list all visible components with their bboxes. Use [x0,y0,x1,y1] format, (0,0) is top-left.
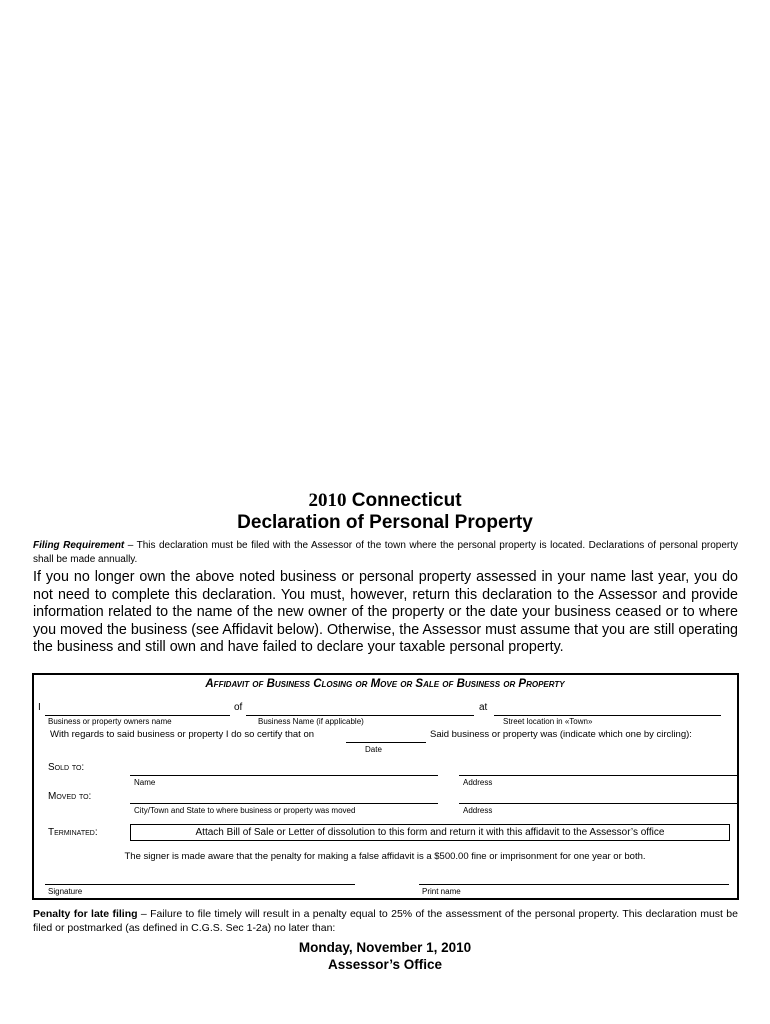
owner-name-caption: Business or property owners name [48,717,172,726]
title-state: Connecticut [351,490,462,511]
business-name-caption: Business Name (if applicable) [258,717,364,726]
filing-requirement-text: – This declaration must be filed with the Assessor of the town where the personal property is located. Declarations of personal property shall be made annually. [33,540,739,565]
buyer-name-caption: Name [134,778,156,787]
moved-to-label[interactable]: Moved to: [48,791,92,802]
moved-address-field[interactable] [459,803,739,804]
sold-to-label[interactable]: Sold to: [48,762,85,773]
print-name-caption: Print name [422,887,461,896]
moved-address-caption: Address [463,806,493,815]
signature-field[interactable] [45,884,355,885]
form-title: Declaration of Personal Property [237,512,533,533]
filing-requirement [33,539,738,567]
print-name-field[interactable] [419,884,729,885]
street-location-caption: Street location in «Town» [503,717,593,726]
affidavit-at-label: at [479,702,488,713]
moved-city-field[interactable] [130,803,438,804]
buyer-address-field[interactable] [459,775,739,776]
affidavit-heading: Affidavit of Business Closing or Move or Sale of Business or Property [205,678,565,690]
date-caption: Date [365,745,382,754]
filing-deadline [0,939,770,973]
moved-city-caption: City/Town and State to where business or property was moved [134,806,356,815]
terminated-label[interactable]: Terminated: [48,827,98,838]
penalty-lead: Penalty for late filing [33,908,138,920]
status-instruction: Said business or property was (indicate which one by circling): [430,729,692,740]
penalty-text: – Failure to file timely will result in a penalty equal to 25% of the assessment of the personal property. This declaration must be filed or postmarked (as defined in C.G.S. Sec 1-2a) no later than: [33,908,738,934]
affidavit-of-label: of [234,702,243,713]
buyer-name-field[interactable] [130,775,438,776]
deadline-office: Assessor’s Office [327,957,443,972]
owner-name-field[interactable] [45,715,230,716]
terminated-instruction-box: Attach Bill of Sale or Letter of dissolution to this form and return it with this affidavit to the Assessor’s office [130,824,730,841]
false-affidavit-warning: The signer is made aware that the penalty for making a false affidavit is a $500.00 fine or imprisonment for one year or both. [124,851,646,862]
deadline-date: Monday, November 1, 2010 [298,940,472,955]
late-filing-penalty [33,907,738,935]
filing-requirement-lead: Filing Requirement [33,540,125,551]
street-location-field[interactable] [494,715,721,716]
ownership-notice: If you no longer own the above noted business or personal property assessed in your name last year, you do not need to complete this declaration. You must, however, return this declaration to the Assessor and provide information related to the name of the new owner of the property or the date your business ceased or to where you moved the business (see Affidavit below). Otherwise, the Assessor must assume that you are still operating the business and still own and have failed to declare your taxable personal property. [33,569,738,655]
form-title-year [0,490,770,512]
title-year: 2010 [308,490,347,511]
buyer-address-caption: Address [463,778,493,787]
signature-caption: Signature [48,887,83,896]
certify-text: With regards to said business or property I do so certify that on [50,729,315,740]
affidavit-i-label: I [38,702,41,713]
date-field[interactable] [346,742,426,743]
business-name-field[interactable] [246,715,474,716]
